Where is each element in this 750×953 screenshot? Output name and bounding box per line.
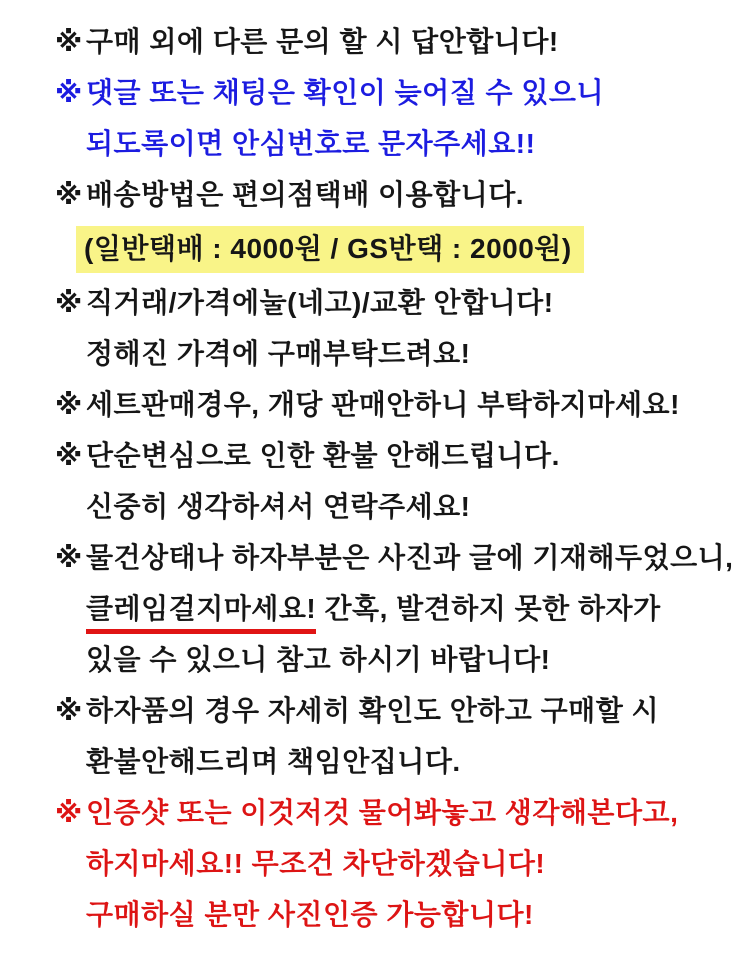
notice-text: 세트판매경우, 개당 판매안하니 부탁하지마세요! <box>86 389 680 420</box>
notice-text: 구매 외에 다른 문의 할 시 답안합니다! <box>86 26 559 57</box>
notice-text: 하자품의 경우 자세히 확인도 안하고 구매할 시 <box>86 695 660 726</box>
notice-text: 하지마세요!! 무조건 차단하겠습니다! <box>86 848 546 879</box>
notice-line-defective-item-warning <box>55 695 740 727</box>
notice-text: 신중히 생각하셔서 연락주세요! <box>86 491 471 522</box>
yellow-highlight <box>76 226 584 273</box>
notice-text: (일반택배 : 4000원 / GS반택 : 2000원) <box>84 233 572 264</box>
reference-mark-bullet: ※ <box>55 179 83 210</box>
notice-line-no-meetup-nego-exchange <box>55 287 740 319</box>
notice-line-possible-unseen-flaws <box>55 644 740 676</box>
reference-mark-bullet: ※ <box>55 695 83 726</box>
notice-line-think-carefully <box>55 491 740 523</box>
notice-text: 있을 수 있으니 참고 하시기 바랍니다! <box>86 644 551 675</box>
reference-mark-bullet: ※ <box>55 287 83 318</box>
notice-line-set-sale-only <box>55 389 740 421</box>
notice-line-shipping-fees <box>55 226 740 273</box>
notice-text: 구매하실 분만 사진인증 가능합니다! <box>86 899 534 930</box>
notice-line-no-claims <box>55 593 740 625</box>
notice-line-condition-described <box>55 542 740 574</box>
notice-text: 정해진 가격에 구매부탁드려요! <box>86 338 471 369</box>
reference-mark-bullet: ※ <box>55 77 83 108</box>
red-underlined-text: 클레임걸지마세요! <box>86 593 316 634</box>
reference-mark-bullet: ※ <box>55 440 83 471</box>
reference-mark-bullet: ※ <box>55 542 83 573</box>
notice-text: 배송방법은 편의점택배 이용합니다. <box>86 179 525 210</box>
reference-mark-bullet: ※ <box>55 26 83 57</box>
notice-line-buy-at-set-price <box>55 338 740 370</box>
notice-line-use-safe-number <box>55 128 740 160</box>
notice-text: 되도록이면 안심번호로 문자주세요!! <box>86 128 536 159</box>
notice-line-photo-proof-buyers-only <box>55 899 740 931</box>
notice-text: 환불안해드리며 책임안집니다. <box>86 746 461 777</box>
notice-text: 단순변심으로 인한 환불 안해드립니다. <box>86 440 560 471</box>
notice-line-comments-chat-slow <box>55 77 740 109</box>
notice-line-will-block <box>55 848 740 880</box>
notice-text: 간혹, 발견하지 못한 하자가 <box>316 593 661 624</box>
notice-text: 물건상태나 하자부분은 사진과 글에 기재해두었으니, <box>86 542 734 573</box>
reference-mark-bullet: ※ <box>55 797 83 828</box>
notice-line-no-refund-change-of-mind <box>55 440 740 472</box>
notice-text: 댓글 또는 채팅은 확인이 늦어질 수 있으니 <box>86 77 604 108</box>
notice-line-no-window-shopping <box>55 797 740 829</box>
notice-line-shipping-method <box>55 179 740 211</box>
notice-line-no-other-inquiries <box>55 26 740 58</box>
reference-mark-bullet: ※ <box>55 389 83 420</box>
notice-text: 인증샷 또는 이것저것 물어봐놓고 생각해본다고, <box>86 797 679 828</box>
notice-line-no-refund-no-responsibility <box>55 746 740 778</box>
notice-text: 직거래/가격에눌(네고)/교환 안합니다! <box>86 287 554 318</box>
